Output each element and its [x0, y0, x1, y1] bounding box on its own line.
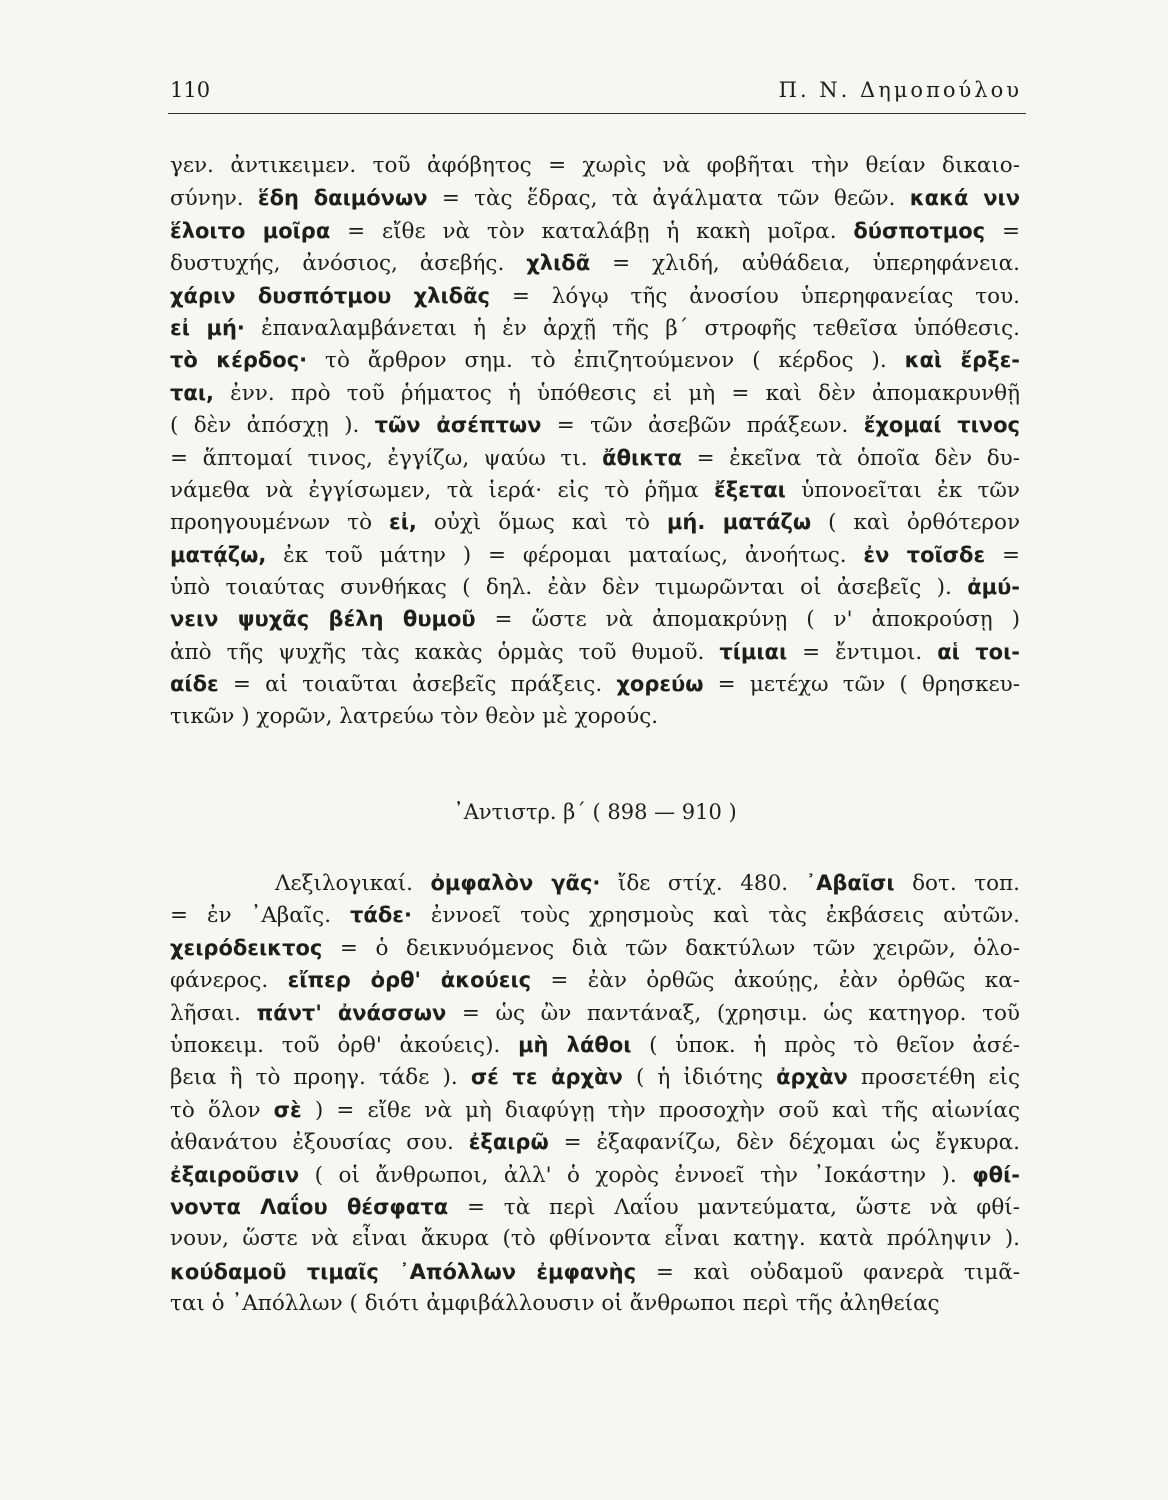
gloss-text: Λεξιλογικαί.: [170, 871, 431, 896]
text-line: [170, 932, 1020, 964]
gloss-text: = ἐν ᾿Αβαῖς.: [170, 903, 351, 929]
gloss-text: ἐκ τοῦ μάτην ) = φέρομαι ματαίως, ἀνοήτως.: [266, 542, 864, 568]
text-line: [170, 539, 1020, 571]
page-number: 110: [170, 78, 211, 102]
gloss-text: ἐπαναλαμβάνεται ἡ ἐν ἀρχῇ τῆς β΄ στροφῆς τεθεῖσα ὑπόθεσις.: [244, 315, 1020, 341]
page-header: [170, 78, 1022, 102]
gloss-text: = ἐκεῖνα τὰ ὁποῖα δὲν δυ-: [681, 445, 1020, 471]
text-line: [170, 701, 1020, 733]
text-line: [170, 409, 1020, 441]
gloss-text: δοτ. τοπ.: [894, 871, 1020, 896]
lemma-term: ματᾴζω,: [170, 542, 267, 567]
gloss-text: = ὥστε νὰ ἀπομακρύνῃ ( ν' ἀποκρούσῃ ): [475, 607, 1020, 633]
gloss-text: ( καὶ ὀρθότερον: [811, 510, 1021, 536]
gloss-text: =: [985, 218, 1020, 244]
gloss-text: = λόγῳ τῆς ἀνοσίου ὑπερηφανείας του.: [489, 283, 1020, 309]
gloss-text: τὸ ὅλον: [170, 1097, 274, 1123]
gloss-text: =: [985, 542, 1020, 568]
gloss-text: = τὰς ἕδρας, τὰ ἀγάλματα τῶν θεῶν.: [427, 186, 910, 212]
gloss-text: νουν, ὥστε νὰ εἶναι ἄκυρα (τὸ φθίνοντα εἶναι κατηγ. κατὰ πρόληψιν ).: [170, 1226, 1020, 1252]
text-line: [170, 1288, 1020, 1320]
lemma-term: ἀμύ-: [967, 575, 1020, 600]
gloss-text: ὑπὸ τοιαύτας συνθήκας ( δηλ. ἐὰν δὲν τιμωρῶνται οἱ ἀσεβεῖς ).: [170, 575, 968, 601]
gloss-text: ἐννοεῖ τοὺς χρησμοὺς καὶ τὰς ἐκβάσεις αὐτῶν.: [411, 903, 1021, 929]
gloss-text: = ὁ δεικνυόμενος διὰ τῶν δακτύλων τῶν χειρῶν, ὁλο-: [322, 935, 1020, 961]
lemma-term: νειν ψυχᾶς βέλη θυμοῦ: [170, 607, 476, 632]
gloss-text: οὐχὶ ὅμως καὶ τὸ: [416, 510, 667, 536]
gloss-text: γεν. ἀντικειμεν. τοῦ ἀφόβητος = χωρὶς νὰ φοβῆται τὴν θείαν δικαιο-: [170, 153, 1020, 178]
gloss-text: ται ὁ ᾿Απόλλων ( διότι ἀμφιβάλλουσιν οἱ ἄνθρωποι περὶ τῆς ἀληθείας: [170, 1291, 940, 1317]
lemma-term: σέ τε ἀρχὰν: [470, 1065, 623, 1090]
gloss-text: = καὶ οὐδαμοῦ φανερὰ τιμᾶ-: [636, 1259, 1020, 1285]
text-line: [170, 603, 1020, 635]
lemma-term: ἀρχὰν: [776, 1065, 848, 1090]
gloss-text: = ἐξαφανίζω, δὲν δέχομαι ὡς ἔγκυρα.: [548, 1130, 1020, 1156]
text-line: [170, 668, 1020, 700]
gloss-text: δυστυχής, ἀνόσιος, ἀσεβής.: [170, 251, 527, 277]
text-line: [170, 1029, 1020, 1061]
text-line: [170, 215, 1020, 247]
section-heading: ᾿Αντιστρ. β΄ ( 898 — 910 ): [453, 800, 737, 824]
gloss-text: = μετέχω τῶν ( θρησκευ-: [703, 672, 1020, 698]
gloss-text: ( δὲν ἀπόσχῃ ).: [170, 413, 375, 439]
lemma-term: χάριν δυσπότμου χλιδᾶς: [170, 283, 490, 308]
lemma-term: χλιδᾶ: [526, 251, 591, 276]
text-line: [170, 474, 1020, 506]
lemma-term: εἴπερ ὀρθ' ἀκούεις: [287, 968, 532, 993]
gloss-text: ( οἱ ἄνθρωποι, ἀλλ' ὁ χορὸς ἐννοεῖ τὴν ᾿Ιοκάστην ).: [299, 1162, 973, 1188]
text-line: [170, 1094, 1020, 1126]
lemma-term: τῶν ἀσέπτων: [374, 413, 542, 438]
gloss-text: φάνερος.: [170, 968, 288, 994]
text-line: [170, 636, 1020, 668]
lemma-term: δύσποτμος: [853, 218, 986, 243]
lemma-term: ἐξαιροῦσιν: [170, 1162, 300, 1187]
lemma-term: αίδε: [170, 672, 219, 697]
lemma-term: ἐξαιρῶ: [468, 1130, 549, 1155]
gloss-text: τὸ ἄρθρον σημ. τὸ ἐπιζητούμενον ( κέρδος ).: [307, 348, 905, 374]
lemma-term: φθί-: [972, 1162, 1020, 1187]
text-line: [170, 1191, 1020, 1223]
lemma-term: τὸ κέρδος·: [170, 348, 308, 373]
text-line: [170, 964, 1020, 996]
gloss-text: ὑπονοεῖται ἐκ τῶν: [785, 477, 1020, 503]
lemma-term: τίμιαι: [719, 639, 788, 664]
text-line: [170, 280, 1020, 312]
lemma-term: ἕλοιτο μοῖρα: [170, 218, 331, 243]
lemma-term: ὀμφαλὸν γᾶς·: [430, 871, 601, 895]
lemma-term: ἕδη δαιμόνων: [257, 186, 428, 211]
text-line: [170, 1223, 1020, 1255]
gloss-text: = ἐὰν ὀρθῶς ἀκούῃς, ἐὰν ὀρθῶς κα-: [531, 968, 1020, 994]
gloss-text: ) = εἴθε νὰ μὴ διαφύγῃ τὴν προσοχὴν σοῦ καὶ τῆς αἰωνίας: [301, 1097, 1020, 1123]
gloss-text: λῆσαι.: [170, 1000, 257, 1026]
lemma-term: κούδαμοῦ τιμαῖς ᾿Απόλλων ἐμφανὴς: [170, 1259, 637, 1284]
gloss-text: σύνην.: [170, 186, 258, 212]
text-line: [170, 247, 1020, 279]
lemma-term: ται,: [170, 380, 214, 405]
lemma-term: ἄθικτα: [602, 445, 682, 470]
gloss-text: νάμεθα νὰ ἐγγίσωμεν, τὰ ἱερά· εἰς τὸ ῥῆμα: [170, 477, 715, 503]
gloss-text: = τῶν ἀσεβῶν πράξεων.: [541, 413, 864, 439]
commentary-section-2: [170, 867, 1020, 1320]
lemma-term: ἔξεται: [714, 477, 786, 502]
text-line: [170, 867, 1020, 899]
header-rule: [168, 113, 1026, 114]
text-line: [170, 571, 1020, 603]
gloss-text: προηγουμένων τὸ: [170, 510, 390, 536]
gloss-text: βεια ἢ τὸ προηγ. τάδε ).: [170, 1065, 471, 1091]
lemma-term: μή. ματάζω: [666, 510, 812, 535]
text-line: [170, 182, 1020, 214]
lemma-term: τάδε·: [350, 903, 412, 928]
gloss-text: ἐνν. πρὸ τοῦ ῥήματος ἡ ὑπόθεσις εἰ μὴ = καὶ δὲν ἀπομακρυνθῇ: [214, 380, 1020, 406]
gloss-text: = ὡς ὢν παντάναξ, (χρησιμ. ὡς κατηγορ. τοῦ: [446, 1000, 1020, 1026]
text-line: [170, 506, 1020, 538]
lemma-term: αἱ τοι-: [937, 639, 1021, 664]
text-line: [170, 1061, 1020, 1093]
gloss-text: = ἔντιμοι.: [787, 639, 938, 665]
lemma-term: ἔχομαί τινος: [863, 413, 1020, 438]
gloss-text: = εἴθε νὰ τὸν καταλάβῃ ἡ κακὴ μοῖρα.: [330, 218, 854, 244]
lemma-term: χειρόδεικτος: [170, 935, 323, 960]
gloss-text: προσετέθη εἰς: [847, 1065, 1020, 1091]
commentary-section-1: [170, 150, 1020, 733]
text-line: [170, 442, 1020, 474]
text-line: [170, 899, 1020, 931]
text-line: [170, 1159, 1020, 1191]
gloss-text: ἴδε στίχ. 480.: [600, 871, 806, 896]
text-line: [170, 344, 1020, 376]
lemma-term: εἰ,: [389, 510, 417, 535]
text-line: [170, 1126, 1020, 1158]
lemma-term: καὶ ἔρξε-: [904, 348, 1021, 373]
gloss-text: ( ἡ ἰδιότης: [622, 1065, 777, 1091]
gloss-text: ἀθανάτου ἐξουσίας σου.: [170, 1130, 469, 1156]
gloss-text: = αἱ τοιαῦται ἀσεβεῖς πράξεις.: [218, 672, 617, 698]
text-line: [170, 150, 1020, 182]
lemma-term: χορεύω: [616, 672, 704, 697]
gloss-text: = χλιδή, αὐθάδεια, ὑπερηφάνεια.: [590, 251, 1020, 277]
text-line: [170, 997, 1020, 1029]
lemma-term: σὲ: [273, 1097, 302, 1122]
gloss-text: ( ὑποκ. ἡ πρὸς τὸ θεῖον ἀσέ-: [631, 1032, 1020, 1058]
text-line: [170, 312, 1020, 344]
gloss-text: = τὰ περὶ Λαΐου μαντεύματα, ὥστε νὰ φθί-: [448, 1194, 1020, 1220]
lemma-term: κακά νιν: [909, 186, 1021, 211]
running-head-author: Π. Ν. Δημοπούλου: [778, 78, 1022, 102]
gloss-text: = ἅπτομαί τινος, ἐγγίζω, ψαύω τι.: [170, 445, 603, 471]
lemma-term: νοντα Λαΐου θέσφατα: [170, 1194, 449, 1219]
lemma-term: μὴ λάθοι: [518, 1032, 632, 1057]
text-line: [170, 1256, 1020, 1288]
gloss-text: ἀπὸ τῆς ψυχῆς τὰς κακὰς ὁρμὰς τοῦ θυμοῦ.: [170, 639, 720, 665]
gloss-text: ὑποκειμ. τοῦ ὀρθ' ἀκούεις).: [170, 1032, 519, 1058]
lemma-term: εἰ μή·: [170, 315, 245, 340]
gloss-text: τικῶν ) χορῶν, λατρεύω τὸν θεὸν μὲ χορούς.: [170, 703, 659, 729]
lemma-term: πάντ' ἀνάσσων: [256, 1000, 447, 1025]
lemma-term: ἐν τοῖσδε: [863, 542, 986, 567]
text-line: [170, 377, 1020, 409]
lemma-term: ᾿Αβαῖσι: [805, 871, 895, 895]
